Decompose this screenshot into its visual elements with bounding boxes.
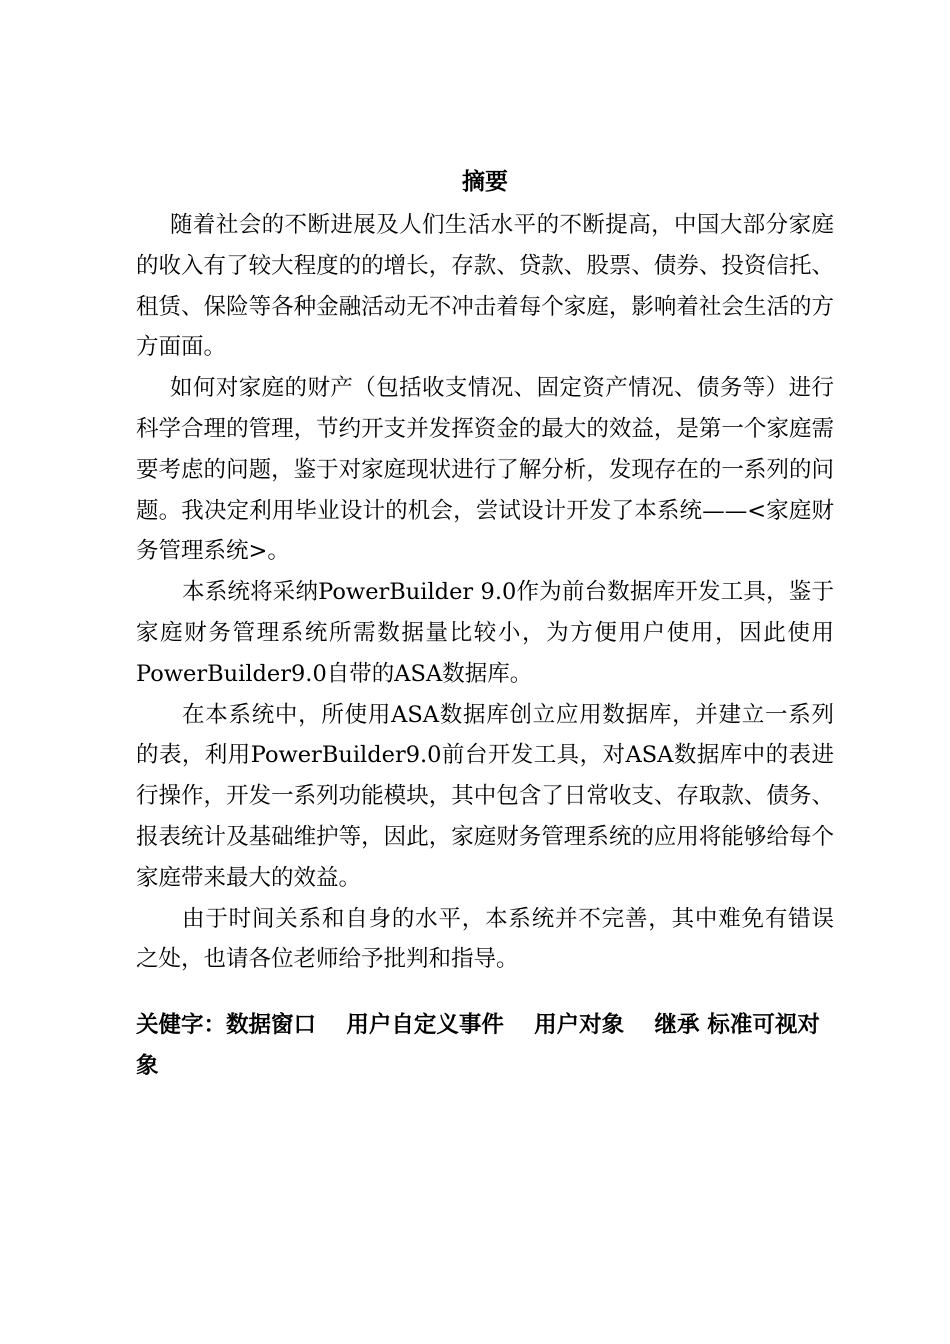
- paragraph-5: 由于时间关系和自身的水平，本系统并不完善，其中难免有错误之处，也请各位老师给予批判和指导。: [136, 905, 834, 973]
- abstract-body: [136, 205, 834, 980]
- abstract-title: 摘要: [462, 169, 508, 195]
- keywords-line: 关健字：数据窗口 用户自定义事件 用户对象 继承 标准可视对象: [136, 1012, 820, 1079]
- paragraph-2: 如何对家庭的财产（包括收支情况、固定资产情况、债务等）进行科学合理的管理，节约开支并发挥资金的最大的效益，是第一个家庭需要考虑的问题，鉴于对家庭现状进行了解分析，发现存在的一系列的问题。我决定利用毕业设计的机会，尝试设计开发了本系统——<家庭财务管理系统>。: [136, 375, 834, 565]
- paragraph-3: 本系统将采纳PowerBuilder 9.0作为前台数据库开发工具，鉴于家庭财务管理系统所需数据量比较小，为方便用户使用，因此使用PowerBuilder9.0自带的ASA数据库。: [136, 579, 834, 687]
- paragraph-1: 随着社会的不断进展及人们生活水平的不断提高，中国大部分家庭的收入有了较大程度的的增长，存款、贷款、股票、债券、投资信托、租赁、保险等各种金融活动无不冲击着每个家庭，影响着社会生活的方方面面。: [136, 212, 834, 361]
- paragraph-4: 在本系统中，所使用ASA数据库创立应用数据库，并建立一系列的表，利用PowerBuilder9.0前台开发工具，对ASA数据库中的表进行操作，开发一系列功能模块，其中包含了日常收支、存取款、债务、报表统计及基础维护等，因此，家庭财务管理系统的应用将能够给每个家庭带来最大的效益。: [136, 701, 834, 891]
